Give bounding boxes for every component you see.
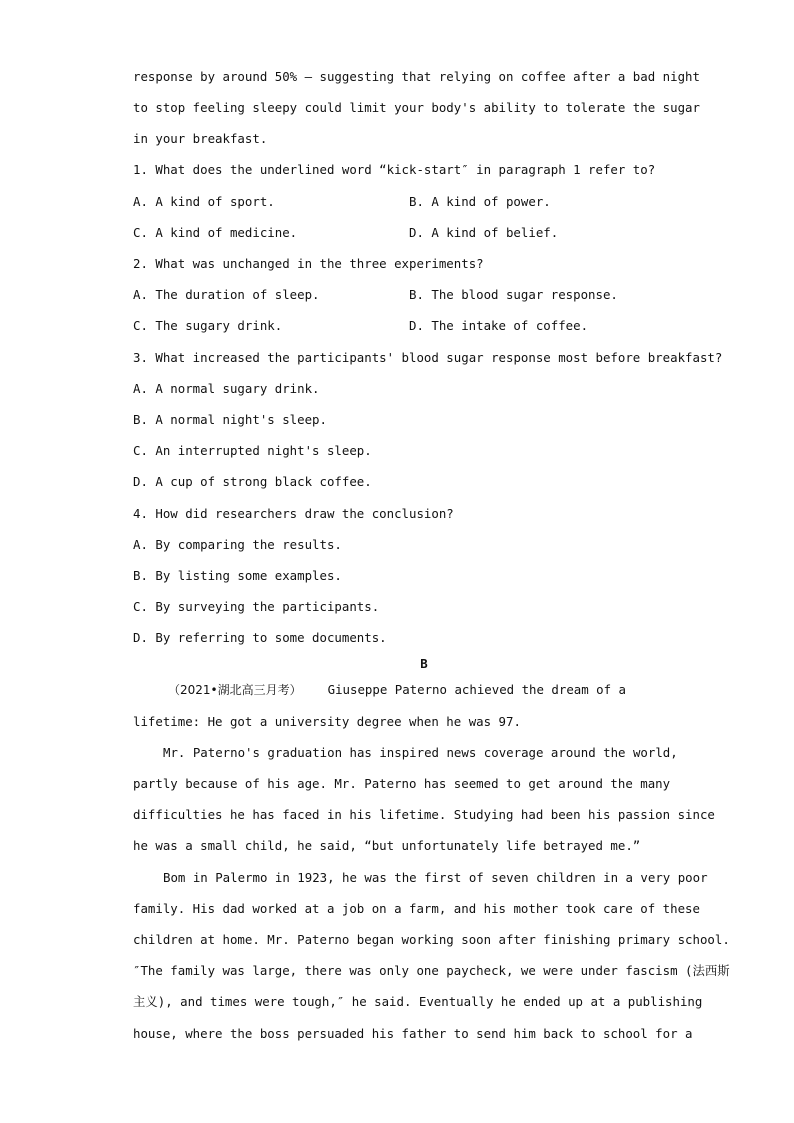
question-3-option-b[interactable]: B. A normal night's sleep.: [133, 412, 327, 427]
passage-line: partly because of his age. Mr. Paterno has seemed to get around the many: [133, 776, 671, 791]
section-b-heading: B: [420, 656, 428, 671]
question-2-option-a[interactable]: A. The duration of sleep.: [133, 287, 320, 302]
question-1-option-d[interactable]: D. A kind of belief.: [409, 225, 559, 240]
passage-line: Bom in Palermo in 1923, he was the first of seven children in a very poor: [163, 870, 708, 885]
passage-line: response by around 50% — suggesting that relying on coffee after a bad night: [133, 69, 700, 84]
question-1-option-c[interactable]: C. A kind of medicine.: [133, 225, 298, 240]
question-2-option-c[interactable]: C. The sugary drink.: [133, 318, 283, 333]
passage-line: ″The family was large, there was only one paycheck, we were under fascism (法西斯: [133, 963, 730, 978]
question-4-option-a[interactable]: A. By comparing the results.: [133, 537, 342, 552]
passage-line: children at home. Mr. Paterno began working soon after finishing primary school.: [133, 932, 730, 947]
passage-line: lifetime: He got a university degree when he was 97.: [133, 714, 521, 729]
question-2-options-row: [133, 318, 663, 334]
passage-line: 主义), and times were tough,″ he said. Eventually he ended up at a publishing: [133, 994, 703, 1009]
question-2-option-b[interactable]: B. The blood sugar response.: [409, 287, 618, 302]
question-4-option-d[interactable]: D. By referring to some documents.: [133, 630, 387, 645]
passage-line: Giuseppe Paterno achieved the dream of a: [327, 682, 627, 697]
question-1-option-b[interactable]: B. A kind of power.: [409, 194, 551, 209]
passage-line: to stop feeling sleepy could limit your body's ability to tolerate the sugar: [133, 100, 700, 115]
passage-line: house, where the boss persuaded his father to send him back to school for a: [133, 1026, 693, 1041]
passage-line: he was a small child, he said, “but unfortunately life betrayed me.”: [133, 838, 641, 853]
passage-line: in your breakfast.: [133, 131, 268, 146]
question-1-option-a[interactable]: A. A kind of sport.: [133, 194, 275, 209]
question-4-option-b[interactable]: B. By listing some examples.: [133, 568, 342, 583]
passage-b-first-line: [168, 682, 663, 698]
question-4-option-c[interactable]: C. By surveying the participants.: [133, 599, 380, 614]
passage-line: difficulties he has faced in his lifetime. Studying had been his passion since: [133, 807, 715, 822]
question-3-option-d[interactable]: D. A cup of strong black coffee.: [133, 474, 372, 489]
passage-line: Mr. Paterno's graduation has inspired news coverage around the world,: [163, 745, 678, 760]
source-label: （2021•湖北高三月考）: [168, 683, 302, 697]
question-1-options-row: [133, 225, 663, 241]
question-1-stem: 1. What does the underlined word “kick-start″ in paragraph 1 refer to?: [133, 162, 656, 177]
question-2-options-row: [133, 287, 663, 303]
question-3-option-a[interactable]: A. A normal sugary drink.: [133, 381, 320, 396]
question-3-option-c[interactable]: C. An interrupted night's sleep.: [133, 443, 372, 458]
passage-line: family. His dad worked at a job on a farm, and his mother took care of these: [133, 901, 700, 916]
question-2-option-d[interactable]: D. The intake of coffee.: [409, 318, 589, 333]
question-1-options-row: [133, 194, 663, 210]
question-4-stem: 4. How did researchers draw the conclusion?: [133, 506, 454, 521]
question-2-stem: 2. What was unchanged in the three experiments?: [133, 256, 484, 271]
question-3-stem: 3. What increased the participants' blood sugar response most before breakfast?: [133, 350, 723, 365]
